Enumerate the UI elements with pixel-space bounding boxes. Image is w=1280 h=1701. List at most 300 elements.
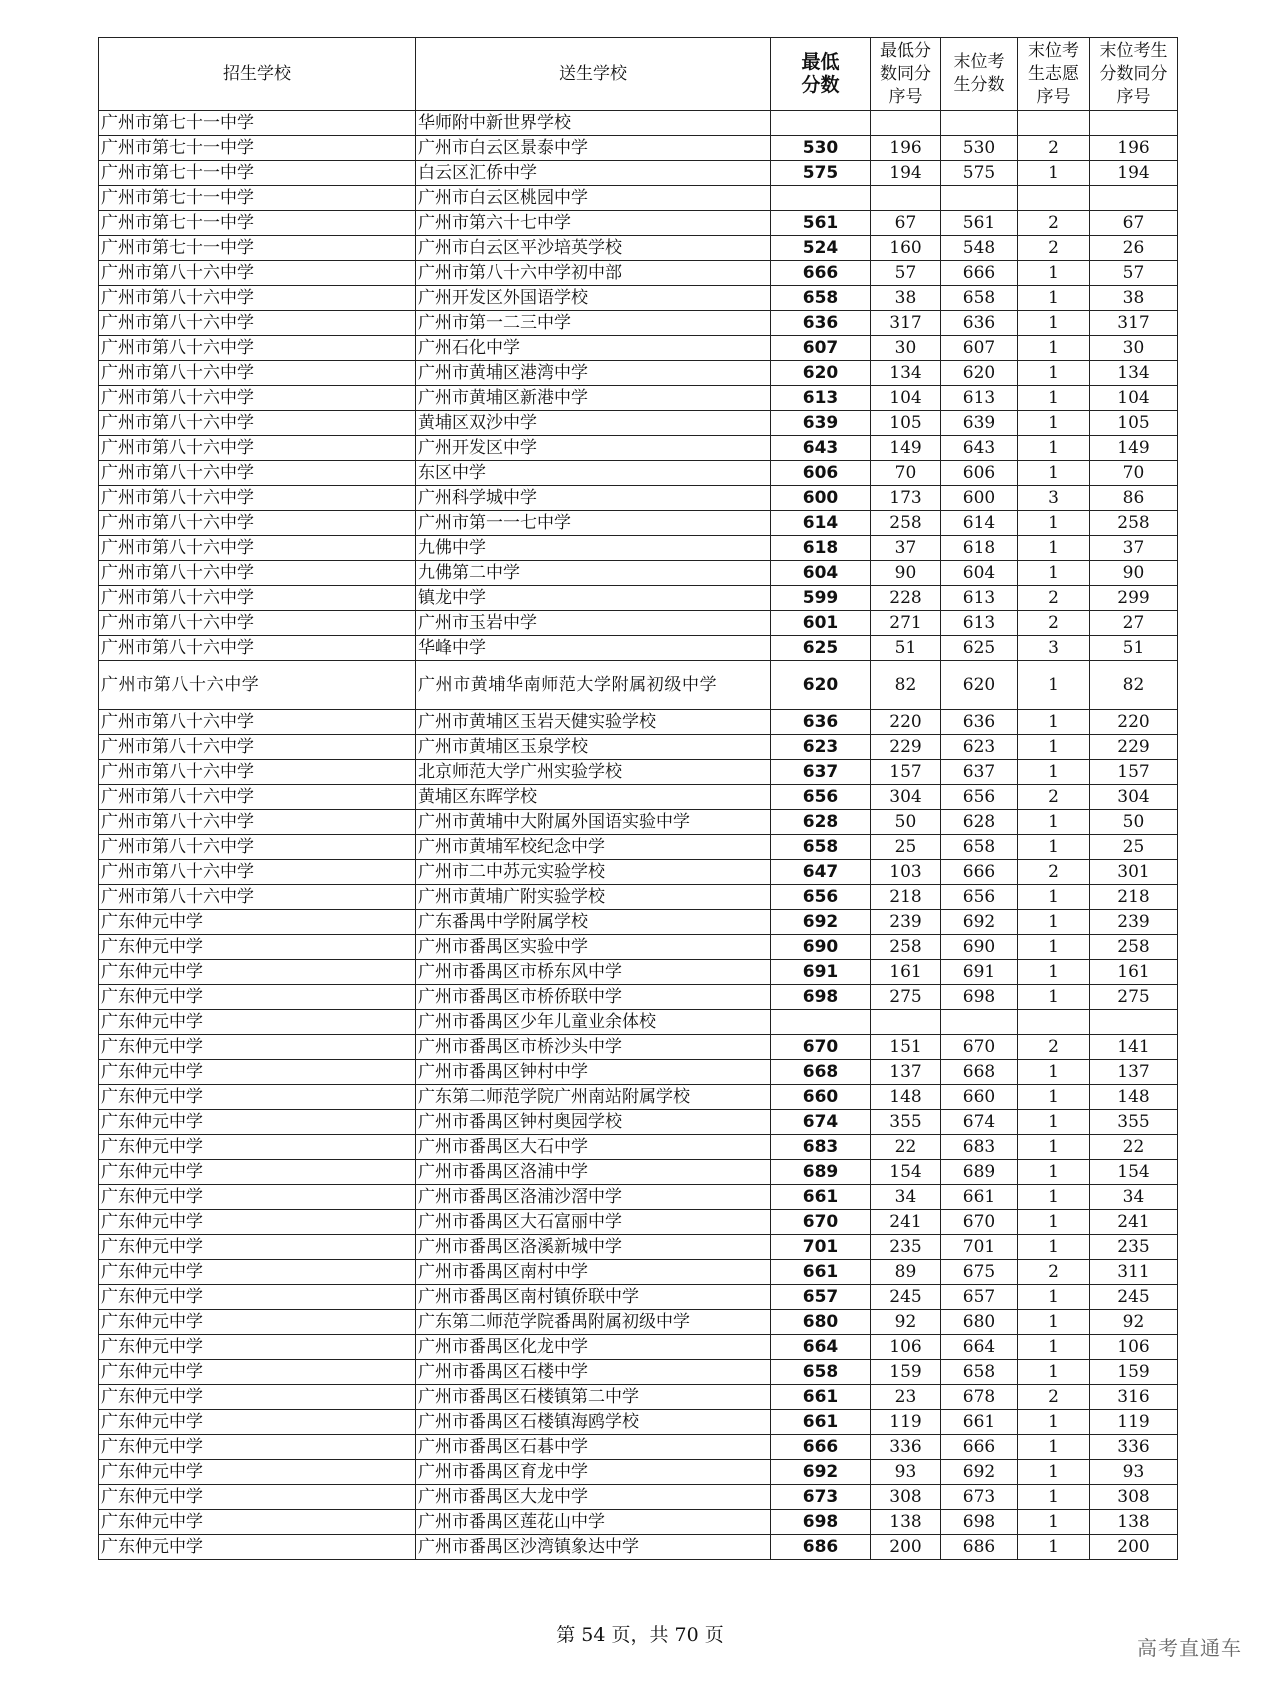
min-score-tie-rank-cell: 239: [871, 910, 941, 935]
last-choice-cell: 1: [1018, 461, 1090, 486]
table-row: [99, 735, 1178, 760]
sending-school-cell: 广州市番禺区市桥侨联中学: [416, 985, 771, 1010]
last-score-cell: 620: [941, 361, 1018, 386]
min-score-tie-rank-cell: 241: [871, 1210, 941, 1235]
min-score-tie-rank-cell: 119: [871, 1410, 941, 1435]
sending-school-cell: 广州开发区外国语学校: [416, 286, 771, 311]
last-score-cell: 690: [941, 935, 1018, 960]
last-choice-cell: 1: [1018, 1335, 1090, 1360]
sending-school-cell: 广东番禺中学附属学校: [416, 910, 771, 935]
min-score-cell: 664: [771, 1335, 871, 1360]
last-tie-rank-cell: 34: [1090, 1185, 1178, 1210]
admitting-school-cell: 广东仲元中学: [99, 1410, 416, 1435]
last-tie-rank-cell: 50: [1090, 810, 1178, 835]
last-tie-rank-cell: 119: [1090, 1410, 1178, 1435]
last-choice-cell: 2: [1018, 236, 1090, 261]
col-header-sending-school: 送生学校: [416, 38, 771, 111]
last-tie-rank-cell: 258: [1090, 935, 1178, 960]
min-score-tie-rank-cell: 157: [871, 760, 941, 785]
last-score-cell: 678: [941, 1385, 1018, 1410]
last-score-cell: 658: [941, 286, 1018, 311]
admitting-school-cell: 广州市第八十六中学: [99, 386, 416, 411]
min-score-tie-rank-cell: [871, 1010, 941, 1035]
last-choice-cell: 1: [1018, 536, 1090, 561]
min-score-cell: 656: [771, 785, 871, 810]
admitting-school-cell: 广东仲元中学: [99, 1485, 416, 1510]
sending-school-cell: 广东第二师范学院广州南站附属学校: [416, 1085, 771, 1110]
last-score-cell: 666: [941, 1435, 1018, 1460]
table-row: [99, 1360, 1178, 1385]
last-tie-rank-cell: 67: [1090, 211, 1178, 236]
min-score-cell: 614: [771, 511, 871, 536]
last-tie-rank-cell: 90: [1090, 561, 1178, 586]
admitting-school-cell: 广州市第八十六中学: [99, 735, 416, 760]
table-row: [99, 885, 1178, 910]
sending-school-cell: 广州市白云区桃园中学: [416, 186, 771, 211]
last-tie-rank-cell: 148: [1090, 1085, 1178, 1110]
last-tie-rank-cell: 38: [1090, 286, 1178, 311]
min-score-cell: 683: [771, 1135, 871, 1160]
last-score-cell: 658: [941, 835, 1018, 860]
table-row: [99, 1510, 1178, 1535]
last-tie-rank-cell: 159: [1090, 1360, 1178, 1385]
admitting-school-cell: 广东仲元中学: [99, 1210, 416, 1235]
last-score-cell: 664: [941, 1335, 1018, 1360]
sending-school-cell: 广州市番禺区钟村中学: [416, 1060, 771, 1085]
min-score-cell: 666: [771, 1435, 871, 1460]
last-tie-rank-cell: 235: [1090, 1235, 1178, 1260]
min-score-cell: 658: [771, 286, 871, 311]
min-score-tie-rank-cell: 271: [871, 611, 941, 636]
sending-school-cell: 广州市第八十六中学初中部: [416, 261, 771, 286]
sending-school-cell: 广州市黄埔区新港中学: [416, 386, 771, 411]
min-score-cell: 674: [771, 1110, 871, 1135]
table-row: [99, 985, 1178, 1010]
page-footer: 第 54 页，共 70 页: [556, 1624, 724, 1646]
sending-school-cell: 广州市番禺区石碁中学: [416, 1435, 771, 1460]
min-score-cell: [771, 111, 871, 136]
min-score-cell: 670: [771, 1035, 871, 1060]
admitting-school-cell: 广东仲元中学: [99, 1135, 416, 1160]
min-score-tie-rank-cell: 160: [871, 236, 941, 261]
min-score-tie-rank-cell: 70: [871, 461, 941, 486]
min-score-cell: 636: [771, 311, 871, 336]
min-score-cell: 701: [771, 1235, 871, 1260]
min-score-cell: 656: [771, 885, 871, 910]
last-score-cell: 636: [941, 710, 1018, 735]
table-row: [99, 960, 1178, 985]
admitting-school-cell: 广州市第八十六中学: [99, 810, 416, 835]
min-score-tie-rank-cell: 106: [871, 1335, 941, 1360]
min-score-cell: 692: [771, 1460, 871, 1485]
sending-school-cell: 广州市番禺区洛浦中学: [416, 1160, 771, 1185]
last-choice-cell: 1: [1018, 1235, 1090, 1260]
sending-school-cell: 广州市番禺区石楼镇海鸥学校: [416, 1410, 771, 1435]
table-row: [99, 910, 1178, 935]
min-score-cell: 606: [771, 461, 871, 486]
min-score-cell: 639: [771, 411, 871, 436]
last-choice-cell: 1: [1018, 1160, 1090, 1185]
last-score-cell: 674: [941, 1110, 1018, 1135]
admitting-school-cell: 广州市第八十六中学: [99, 336, 416, 361]
last-tie-rank-cell: 22: [1090, 1135, 1178, 1160]
min-score-cell: 661: [771, 1260, 871, 1285]
admitting-school-cell: 广东仲元中学: [99, 1010, 416, 1035]
sending-school-cell: 广州市白云区平沙培英学校: [416, 236, 771, 261]
last-choice-cell: 2: [1018, 860, 1090, 885]
admitting-school-cell: 广州市第八十六中学: [99, 536, 416, 561]
min-score-cell: 680: [771, 1310, 871, 1335]
admitting-school-cell: 广州市第七十一中学: [99, 111, 416, 136]
min-score-tie-rank-cell: 25: [871, 835, 941, 860]
last-score-cell: 607: [941, 336, 1018, 361]
sending-school-cell: 广州市第一二三中学: [416, 311, 771, 336]
admitting-school-cell: 广州市第八十六中学: [99, 835, 416, 860]
last-tie-rank-cell: 317: [1090, 311, 1178, 336]
admitting-school-cell: 广东仲元中学: [99, 1060, 416, 1085]
last-choice-cell: 1: [1018, 960, 1090, 985]
table-row: [99, 336, 1178, 361]
min-score-tie-rank-cell: 103: [871, 860, 941, 885]
min-score-tie-rank-cell: 355: [871, 1110, 941, 1135]
sending-school-cell: 广州市番禺区钟村奥园学校: [416, 1110, 771, 1135]
last-score-cell: 670: [941, 1035, 1018, 1060]
last-score-cell: 636: [941, 311, 1018, 336]
last-tie-rank-cell: 355: [1090, 1110, 1178, 1135]
min-score-tie-rank-cell: [871, 186, 941, 211]
table-row: [99, 661, 1178, 710]
admitting-school-cell: 广州市第八十六中学: [99, 860, 416, 885]
last-tie-rank-cell: 194: [1090, 161, 1178, 186]
min-score-tie-rank-cell: 137: [871, 1060, 941, 1085]
min-score-tie-rank-cell: 308: [871, 1485, 941, 1510]
min-score-tie-rank-cell: [871, 111, 941, 136]
last-tie-rank-cell: 200: [1090, 1535, 1178, 1560]
admitting-school-cell: 广东仲元中学: [99, 1360, 416, 1385]
table-row: [99, 1185, 1178, 1210]
min-score-cell: 692: [771, 910, 871, 935]
last-choice-cell: 1: [1018, 311, 1090, 336]
table-row: [99, 486, 1178, 511]
sending-school-cell: 广州市黄埔华南师范大学附属初级中学: [416, 661, 771, 710]
last-score-cell: 548: [941, 236, 1018, 261]
last-score-cell: 698: [941, 985, 1018, 1010]
watermark: 高考直通车: [1137, 1636, 1242, 1660]
min-score-tie-rank-cell: 37: [871, 536, 941, 561]
last-score-cell: 686: [941, 1535, 1018, 1560]
min-score-tie-rank-cell: 148: [871, 1085, 941, 1110]
last-score-cell: 701: [941, 1235, 1018, 1260]
last-tie-rank-cell: 311: [1090, 1260, 1178, 1285]
sending-school-cell: 东区中学: [416, 461, 771, 486]
sending-school-cell: 广州市黄埔广附实验学校: [416, 885, 771, 910]
min-score-tie-rank-cell: 89: [871, 1260, 941, 1285]
table-row: [99, 161, 1178, 186]
sending-school-cell: 广州市番禺区南村中学: [416, 1260, 771, 1285]
min-score-cell: 660: [771, 1085, 871, 1110]
sending-school-cell: 广州市番禺区洛溪新城中学: [416, 1235, 771, 1260]
admitting-school-cell: 广东仲元中学: [99, 1335, 416, 1360]
last-score-cell: 656: [941, 885, 1018, 910]
min-score-tie-rank-cell: 161: [871, 960, 941, 985]
last-tie-rank-cell: 92: [1090, 1310, 1178, 1335]
last-tie-rank-cell: 141: [1090, 1035, 1178, 1060]
sending-school-cell: 广州市番禺区实验中学: [416, 935, 771, 960]
sending-school-cell: 白云区汇侨中学: [416, 161, 771, 186]
min-score-cell: 637: [771, 760, 871, 785]
table-row: [99, 935, 1178, 960]
sending-school-cell: 黄埔区东晖学校: [416, 785, 771, 810]
last-tie-rank-cell: 220: [1090, 710, 1178, 735]
table-row: [99, 785, 1178, 810]
table-row: [99, 536, 1178, 561]
admitting-school-cell: 广东仲元中学: [99, 1510, 416, 1535]
table-row: [99, 1160, 1178, 1185]
last-score-cell: 658: [941, 1360, 1018, 1385]
sending-school-cell: 九佛第二中学: [416, 561, 771, 586]
last-score-cell: 613: [941, 611, 1018, 636]
last-tie-rank-cell: 27: [1090, 611, 1178, 636]
last-score-cell: 637: [941, 760, 1018, 785]
table-row: [99, 311, 1178, 336]
admitting-school-cell: 广东仲元中学: [99, 985, 416, 1010]
last-score-cell: 689: [941, 1160, 1018, 1185]
min-score-tie-rank-cell: 105: [871, 411, 941, 436]
last-choice-cell: [1018, 111, 1090, 136]
sending-school-cell: 广州市番禺区大石富丽中学: [416, 1210, 771, 1235]
last-choice-cell: 1: [1018, 1085, 1090, 1110]
min-score-cell: 691: [771, 960, 871, 985]
min-score-cell: 698: [771, 985, 871, 1010]
last-tie-rank-cell: [1090, 1010, 1178, 1035]
sending-school-cell: 广州市黄埔区港湾中学: [416, 361, 771, 386]
table-row: [99, 1485, 1178, 1510]
sending-school-cell: 华峰中学: [416, 636, 771, 661]
last-choice-cell: 1: [1018, 511, 1090, 536]
admitting-school-cell: 广东仲元中学: [99, 1035, 416, 1060]
sending-school-cell: 广州市番禺区育龙中学: [416, 1460, 771, 1485]
last-choice-cell: 3: [1018, 486, 1090, 511]
admission-score-table: [98, 37, 1178, 1560]
last-choice-cell: 1: [1018, 436, 1090, 461]
last-choice-cell: [1018, 186, 1090, 211]
col-header-min-score: 最低 分数: [771, 38, 871, 111]
last-choice-cell: 1: [1018, 985, 1090, 1010]
last-tie-rank-cell: 30: [1090, 336, 1178, 361]
admitting-school-cell: 广州市第七十一中学: [99, 161, 416, 186]
admitting-school-cell: 广东仲元中学: [99, 1535, 416, 1560]
min-score-cell: 604: [771, 561, 871, 586]
table-row: [99, 1460, 1178, 1485]
last-tie-rank-cell: 70: [1090, 461, 1178, 486]
table-row: [99, 1535, 1178, 1560]
sending-school-cell: 广东第二师范学院番禺附属初级中学: [416, 1310, 771, 1335]
table-row: [99, 611, 1178, 636]
last-score-cell: 675: [941, 1260, 1018, 1285]
last-tie-rank-cell: 138: [1090, 1510, 1178, 1535]
admitting-school-cell: 广州市第八十六中学: [99, 286, 416, 311]
col-header-last-student-tie-rank: 末位考生 分数同分 序号: [1090, 38, 1178, 111]
table-row: [99, 1010, 1178, 1035]
min-score-tie-rank-cell: 134: [871, 361, 941, 386]
min-score-tie-rank-cell: 317: [871, 311, 941, 336]
last-choice-cell: 1: [1018, 1360, 1090, 1385]
min-score-tie-rank-cell: 90: [871, 561, 941, 586]
sending-school-cell: 广州市番禺区石楼镇第二中学: [416, 1385, 771, 1410]
admitting-school-cell: 广东仲元中学: [99, 1460, 416, 1485]
last-score-cell: 643: [941, 436, 1018, 461]
min-score-cell: 607: [771, 336, 871, 361]
min-score-tie-rank-cell: 92: [871, 1310, 941, 1335]
last-tie-rank-cell: 157: [1090, 760, 1178, 785]
min-score-cell: 575: [771, 161, 871, 186]
table-row: [99, 436, 1178, 461]
min-score-cell: 623: [771, 735, 871, 760]
last-choice-cell: 1: [1018, 1485, 1090, 1510]
min-score-cell: 620: [771, 661, 871, 710]
admitting-school-cell: 广州市第八十六中学: [99, 885, 416, 910]
last-choice-cell: 1: [1018, 1410, 1090, 1435]
admitting-school-cell: 广东仲元中学: [99, 1285, 416, 1310]
last-score-cell: 600: [941, 486, 1018, 511]
admitting-school-cell: 广东仲元中学: [99, 910, 416, 935]
last-tie-rank-cell: 57: [1090, 261, 1178, 286]
admitting-school-cell: 广州市第七十一中学: [99, 186, 416, 211]
col-header-min-score-tie-rank: 最低分 数同分 序号: [871, 38, 941, 111]
sending-school-cell: 广州市玉岩中学: [416, 611, 771, 636]
last-tie-rank-cell: 299: [1090, 586, 1178, 611]
last-tie-rank-cell: 26: [1090, 236, 1178, 261]
last-score-cell: 680: [941, 1310, 1018, 1335]
last-score-cell: 623: [941, 735, 1018, 760]
sending-school-cell: 九佛中学: [416, 536, 771, 561]
admitting-school-cell: 广东仲元中学: [99, 935, 416, 960]
last-choice-cell: 1: [1018, 1460, 1090, 1485]
table-row: [99, 1110, 1178, 1135]
last-choice-cell: 1: [1018, 710, 1090, 735]
min-score-tie-rank-cell: 258: [871, 511, 941, 536]
sending-school-cell: 镇龙中学: [416, 586, 771, 611]
last-score-cell: 604: [941, 561, 1018, 586]
last-choice-cell: 1: [1018, 361, 1090, 386]
table-row: [99, 286, 1178, 311]
last-tie-rank-cell: 25: [1090, 835, 1178, 860]
last-choice-cell: 1: [1018, 1135, 1090, 1160]
table-row: [99, 1385, 1178, 1410]
sending-school-cell: 广州市黄埔区玉岩天健实验学校: [416, 710, 771, 735]
table-row: [99, 1335, 1178, 1360]
last-tie-rank-cell: 51: [1090, 636, 1178, 661]
last-tie-rank-cell: 161: [1090, 960, 1178, 985]
last-score-cell: 666: [941, 261, 1018, 286]
last-tie-rank-cell: 105: [1090, 411, 1178, 436]
last-tie-rank-cell: 149: [1090, 436, 1178, 461]
min-score-cell: 600: [771, 486, 871, 511]
table-row: [99, 386, 1178, 411]
min-score-cell: 661: [771, 1385, 871, 1410]
last-score-cell: 661: [941, 1185, 1018, 1210]
min-score-cell: 636: [771, 710, 871, 735]
table-row: [99, 511, 1178, 536]
last-score-cell: 628: [941, 810, 1018, 835]
last-choice-cell: 1: [1018, 161, 1090, 186]
min-score-cell: 686: [771, 1535, 871, 1560]
last-choice-cell: 1: [1018, 1535, 1090, 1560]
min-score-tie-rank-cell: 104: [871, 386, 941, 411]
sending-school-cell: 广州市番禺区南村镇侨联中学: [416, 1285, 771, 1310]
sending-school-cell: 广州市黄埔中大附属外国语实验中学: [416, 810, 771, 835]
table-row: [99, 461, 1178, 486]
min-score-tie-rank-cell: 82: [871, 661, 941, 710]
sending-school-cell: 广州市第六十七中学: [416, 211, 771, 236]
sending-school-cell: 广州市二中苏元实验学校: [416, 860, 771, 885]
min-score-tie-rank-cell: 200: [871, 1535, 941, 1560]
last-choice-cell: 2: [1018, 1260, 1090, 1285]
admitting-school-cell: 广东仲元中学: [99, 1435, 416, 1460]
last-score-cell: 660: [941, 1085, 1018, 1110]
last-tie-rank-cell: 106: [1090, 1335, 1178, 1360]
col-header-last-student-score: 末位考 生分数: [941, 38, 1018, 111]
table-row: [99, 1260, 1178, 1285]
last-tie-rank-cell: 239: [1090, 910, 1178, 935]
last-score-cell: 656: [941, 785, 1018, 810]
sending-school-cell: 广州市黄埔区玉泉学校: [416, 735, 771, 760]
admitting-school-cell: 广州市第八十六中学: [99, 636, 416, 661]
admitting-school-cell: 广州市第八十六中学: [99, 461, 416, 486]
min-score-tie-rank-cell: 173: [871, 486, 941, 511]
last-choice-cell: 2: [1018, 586, 1090, 611]
last-tie-rank-cell: 275: [1090, 985, 1178, 1010]
last-tie-rank-cell: [1090, 186, 1178, 211]
min-score-tie-rank-cell: 57: [871, 261, 941, 286]
last-tie-rank-cell: 86: [1090, 486, 1178, 511]
last-tie-rank-cell: 93: [1090, 1460, 1178, 1485]
min-score-tie-rank-cell: 93: [871, 1460, 941, 1485]
last-score-cell: 561: [941, 211, 1018, 236]
last-choice-cell: 2: [1018, 1385, 1090, 1410]
min-score-cell: [771, 1010, 871, 1035]
min-score-cell: 625: [771, 636, 871, 661]
min-score-cell: 670: [771, 1210, 871, 1235]
last-score-cell: 613: [941, 586, 1018, 611]
min-score-cell: 561: [771, 211, 871, 236]
min-score-tie-rank-cell: 138: [871, 1510, 941, 1535]
sending-school-cell: 广州市白云区景泰中学: [416, 136, 771, 161]
last-choice-cell: 2: [1018, 1035, 1090, 1060]
last-score-cell: 691: [941, 960, 1018, 985]
last-choice-cell: 2: [1018, 611, 1090, 636]
admitting-school-cell: 广东仲元中学: [99, 1260, 416, 1285]
min-score-cell: 673: [771, 1485, 871, 1510]
last-choice-cell: 1: [1018, 810, 1090, 835]
admitting-school-cell: 广州市第八十六中学: [99, 760, 416, 785]
last-score-cell: 639: [941, 411, 1018, 436]
min-score-tie-rank-cell: 67: [871, 211, 941, 236]
min-score-tie-rank-cell: 151: [871, 1035, 941, 1060]
last-score-cell: [941, 1010, 1018, 1035]
last-score-cell: 625: [941, 636, 1018, 661]
admitting-school-cell: 广州市第八十六中学: [99, 661, 416, 710]
min-score-cell: 620: [771, 361, 871, 386]
sending-school-cell: 黄埔区双沙中学: [416, 411, 771, 436]
admitting-school-cell: 广州市第八十六中学: [99, 436, 416, 461]
last-score-cell: 668: [941, 1060, 1018, 1085]
last-tie-rank-cell: 104: [1090, 386, 1178, 411]
admitting-school-cell: 广州市第七十一中学: [99, 236, 416, 261]
min-score-cell: 666: [771, 261, 871, 286]
min-score-tie-rank-cell: 258: [871, 935, 941, 960]
last-tie-rank-cell: [1090, 111, 1178, 136]
